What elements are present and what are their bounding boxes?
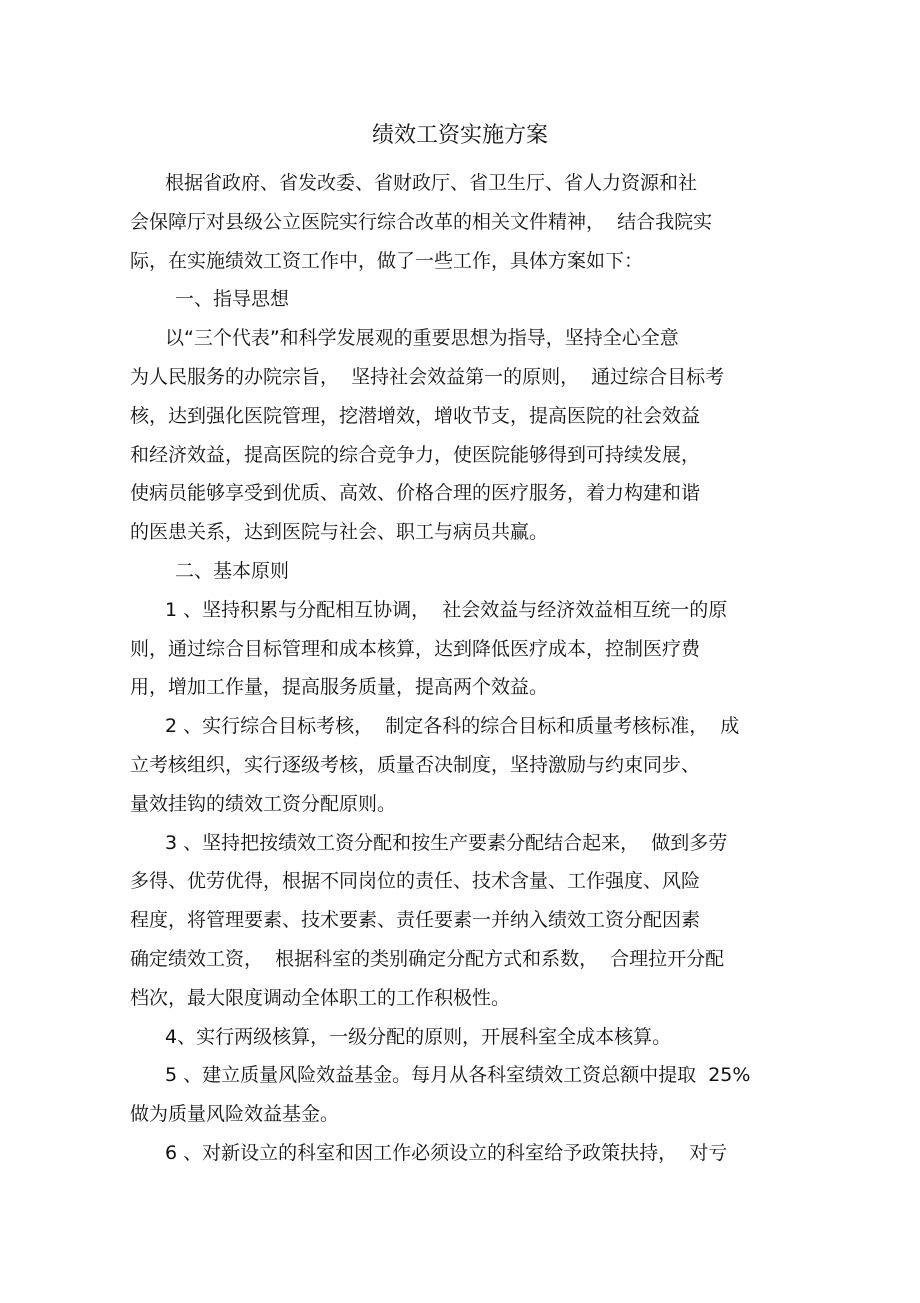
document-title: 绩效工资实施方案 xyxy=(371,123,548,148)
text-line: 多得、优劳优得，根据不同岗位的责任、技术含量、工作强度、风险 xyxy=(130,870,701,893)
text-line: 会保障厅对县级公立医院实行综合改革的相关文件精神， 结合我院实 xyxy=(130,210,713,233)
text-line: 际，在实施绩效工资工作中，做了一些工作，具体方案如下： xyxy=(130,249,644,272)
text-line: 使病员能够享受到优质、高效、价格合理的医疗服务，着力构建和谐 xyxy=(130,482,701,505)
text-line: 4、实行两级核算，一级分配的原则，开展科室全成本核算。 xyxy=(165,1025,672,1048)
text-line: 2 、实行综合目标考核， 制定各科的综合目标和质量考核标准， 成 xyxy=(165,715,740,738)
text-line: 1 、坚持积累与分配相互协调， 社会效益与经济效益相互统一的原 xyxy=(165,598,728,621)
text-line: 根据省政府、省发改委、省财政厅、省卫生厅、省人力资源和社 xyxy=(165,172,698,194)
text-line: 用，增加工作量，提高服务质量，提高两个效益。 xyxy=(130,676,549,699)
text-line: 以“三个代表”和科学发展观的重要思想为指导，坚持全心全意 xyxy=(165,327,679,350)
document-body xyxy=(130,164,790,1173)
text-line: 确定绩效工资， 根据科室的类别确定分配方式和系数， 合理拉开分配 xyxy=(130,947,725,970)
text-line: 6 、对新设立的科室和因工作必须设立的科室给予政策扶持， 对亏 xyxy=(165,1141,728,1164)
text-line: 立考核组织，实行逐级考核，质量否决制度，坚持激励与约束同步、 xyxy=(130,753,701,776)
text-line: 为人民服务的办院宗旨， 坚持社会效益第一的原则， 通过综合目标考 xyxy=(130,365,725,388)
section-heading: 二、基本原则 xyxy=(175,559,290,582)
text-line: 核，达到强化医院管理，挖潜增效，增收节支，提高医院的社会效益 xyxy=(130,404,701,427)
text-line: 量效挂钩的绩效工资分配原则。 xyxy=(130,792,397,815)
text-line: 5 、建立质量风险效益基金。每月从各科室绩效工资总额中提取 25% xyxy=(165,1064,751,1087)
section-heading: 一、指导思想 xyxy=(175,288,290,311)
text-line: 程度，将管理要素、技术要素、责任要素一并纳入绩效工资分配因素 xyxy=(130,909,701,932)
text-line: 和经济效益，提高医院的综合竞争力，使医院能够得到可持续发展， xyxy=(130,443,701,466)
text-line: 的医患关系，达到医院与社会、职工与病员共赢。 xyxy=(130,521,549,544)
text-line: 3 、坚持把按绩效工资分配和按生产要素分配结合起来， 做到多劳 xyxy=(165,831,728,854)
text-line: 档次，最大限度调动全体职工的工作积极性。 xyxy=(130,986,511,1009)
text-line: 则，通过综合目标管理和成本核算，达到降低医疗成本，控制医疗费 xyxy=(130,637,701,660)
text-line: 做为质量风险效益基金。 xyxy=(130,1103,340,1126)
